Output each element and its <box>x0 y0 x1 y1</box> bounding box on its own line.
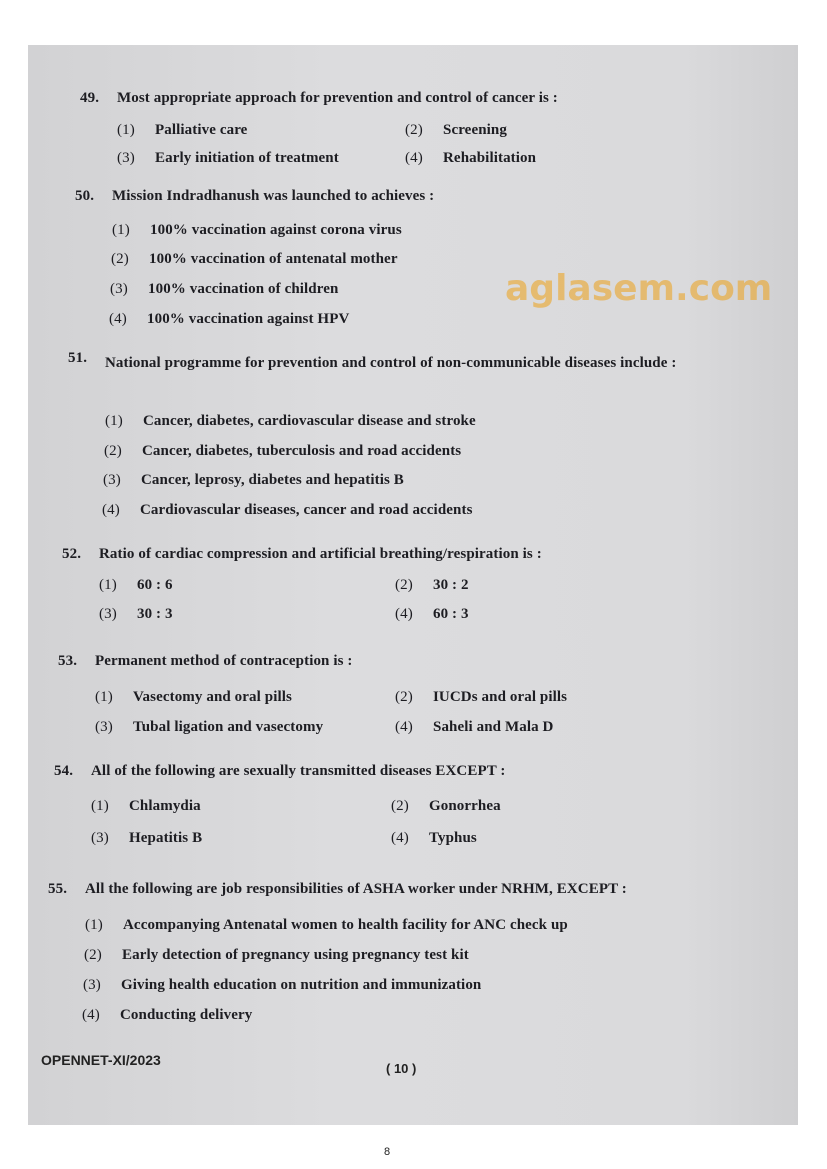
answer-option <box>104 443 461 460</box>
option-text: Cancer, leprosy, diabetes and hepatitis B <box>141 472 404 488</box>
option-number: (1) <box>117 122 135 138</box>
option-text: 60 : 3 <box>433 606 469 622</box>
option-number: (4) <box>395 606 413 622</box>
question-number: 52. <box>62 546 82 562</box>
answer-option <box>84 947 469 964</box>
paper-code: OPENNET-XI/2023 <box>41 1052 161 1068</box>
option-number: (2) <box>84 947 102 963</box>
option-number: (4) <box>82 1007 100 1023</box>
option-text: Early initiation of treatment <box>155 150 339 166</box>
pdf-page-number: 8 <box>384 1146 391 1158</box>
option-text: 60 : 6 <box>137 577 173 593</box>
option-number: (4) <box>391 830 409 846</box>
question-text: All the following are job responsibilities of ASHA worker under NRHM, EXCEPT : <box>85 881 627 897</box>
answer-option <box>85 917 568 934</box>
answer-option <box>117 122 247 139</box>
option-text: Tubal ligation and vasectomy <box>133 719 324 735</box>
answer-option <box>395 689 567 706</box>
answer-option <box>117 150 339 167</box>
question-number: 51. <box>68 350 88 366</box>
option-text: Screening <box>443 122 507 138</box>
option-number: (3) <box>83 977 101 993</box>
option-text: Rehabilitation <box>443 150 537 166</box>
option-text: 100% vaccination against corona virus <box>150 222 402 238</box>
option-text: 100% vaccination against HPV <box>147 311 350 327</box>
question-number: 55. <box>48 881 68 897</box>
option-number: (3) <box>103 472 121 488</box>
option-number: (2) <box>104 443 122 459</box>
answer-option <box>395 577 469 594</box>
answer-option <box>103 472 404 489</box>
option-text: Palliative care <box>155 122 248 138</box>
option-text: 30 : 2 <box>433 577 469 593</box>
answer-option <box>405 122 507 139</box>
answer-option <box>111 251 398 268</box>
option-number: (1) <box>105 413 123 429</box>
question-number: 50. <box>75 188 95 204</box>
option-text: Chlamydia <box>129 798 201 814</box>
answer-option <box>110 281 338 298</box>
option-number: (1) <box>112 222 130 238</box>
option-text: 30 : 3 <box>137 606 173 622</box>
answer-option <box>395 606 469 623</box>
option-text: Vasectomy and oral pills <box>133 689 292 705</box>
option-text: Giving health education on nutrition and immunization <box>121 977 482 993</box>
question-text: All of the following are sexually transmitted diseases EXCEPT : <box>91 763 506 779</box>
answer-option <box>91 830 202 847</box>
answer-option <box>112 222 402 239</box>
answer-option <box>83 977 481 994</box>
option-text: Cardiovascular diseases, cancer and road accidents <box>140 502 473 518</box>
option-text: Accompanying Antenatal women to health facility for ANC check up <box>123 917 568 933</box>
option-number: (1) <box>95 689 113 705</box>
answer-option <box>99 577 173 594</box>
option-text: Cancer, diabetes, tuberculosis and road accidents <box>142 443 462 459</box>
watermark: aglasem.com <box>505 268 773 309</box>
option-number: (2) <box>391 798 409 814</box>
question-text: Most appropriate approach for prevention and control of cancer is : <box>117 90 558 106</box>
answer-option <box>105 413 476 430</box>
option-number: (2) <box>395 577 413 593</box>
question-text: Mission Indradhanush was launched to achieves : <box>112 188 435 204</box>
answer-option <box>395 719 553 736</box>
answer-option <box>82 1007 252 1024</box>
option-number: (4) <box>405 150 423 166</box>
option-number: (2) <box>111 251 129 267</box>
answer-option <box>95 719 323 736</box>
option-number: (4) <box>395 719 413 735</box>
option-text: Cancer, diabetes, cardiovascular disease and stroke <box>143 413 476 429</box>
option-number: (4) <box>102 502 120 518</box>
option-text: Early detection of pregnancy using pregnancy test kit <box>122 947 469 963</box>
option-number: (3) <box>99 606 117 622</box>
answer-option <box>95 689 292 706</box>
option-text: Typhus <box>429 830 477 846</box>
option-number: (1) <box>91 798 109 814</box>
question-number: 49. <box>80 90 100 106</box>
option-number: (1) <box>99 577 117 593</box>
option-text: 100% vaccination of antenatal mother <box>149 251 398 267</box>
option-number: (3) <box>110 281 128 297</box>
option-text: IUCDs and oral pills <box>433 689 568 705</box>
option-number: (2) <box>395 689 413 705</box>
option-number: (2) <box>405 122 423 138</box>
answer-option <box>109 311 349 328</box>
option-number: (4) <box>109 311 127 327</box>
answer-option <box>91 798 201 815</box>
answer-option <box>391 830 477 847</box>
answer-option <box>102 502 473 519</box>
option-text: Saheli and Mala D <box>433 719 554 735</box>
question-number: 54. <box>54 763 74 779</box>
option-text: Gonorrhea <box>429 798 501 814</box>
page-number: ( 10 ) <box>386 1061 417 1076</box>
question-text: National programme for prevention and control of non-communicable diseases include : <box>105 355 677 371</box>
option-text: Hepatitis B <box>129 830 203 846</box>
option-number: (1) <box>85 917 103 933</box>
option-number: (3) <box>95 719 113 735</box>
option-text: Conducting delivery <box>120 1007 253 1023</box>
answer-option <box>99 606 173 623</box>
answer-option <box>391 798 501 815</box>
option-number: (3) <box>117 150 135 166</box>
option-number: (3) <box>91 830 109 846</box>
question-text: Ratio of cardiac compression and artificial breathing/respiration is : <box>99 546 542 562</box>
answer-option <box>405 150 536 167</box>
question-number: 53. <box>58 653 78 669</box>
question-text: Permanent method of contraception is : <box>95 653 353 669</box>
option-text: 100% vaccination of children <box>148 281 339 297</box>
